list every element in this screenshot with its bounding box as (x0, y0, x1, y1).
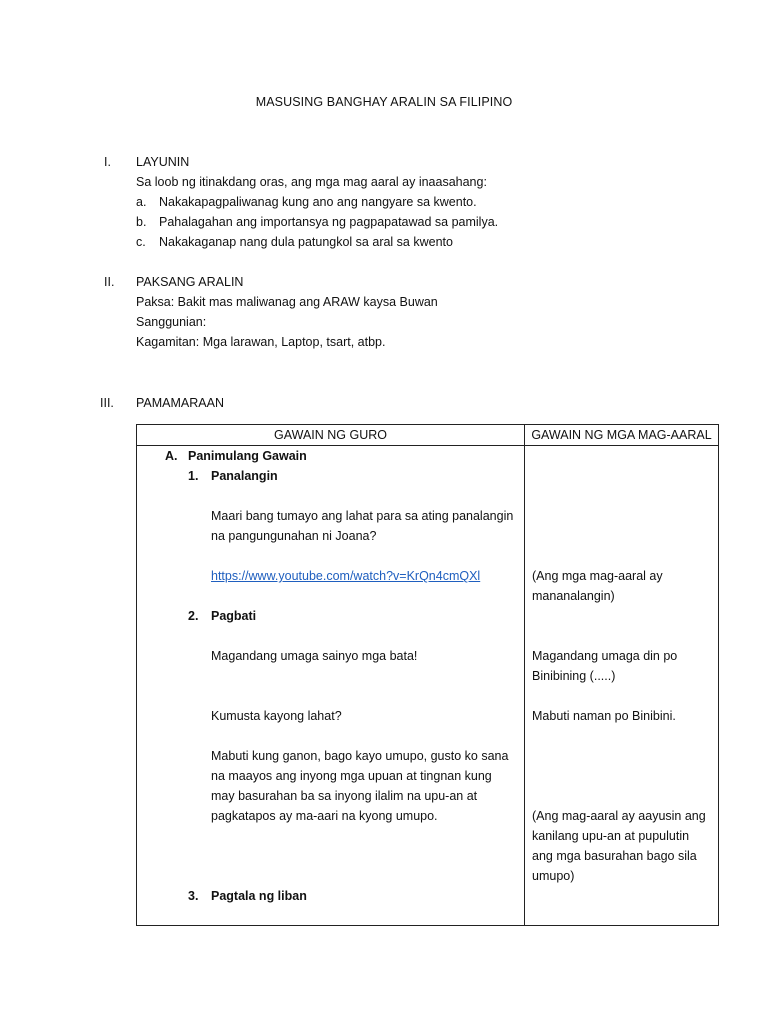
magaaral-cell (525, 446, 719, 926)
prayer-line-2: na pangungunahan ni Joana? (211, 529, 377, 543)
kumusta-response: Mabuti naman po Binibini. (532, 709, 676, 723)
section-heading-pamamaraan: PAMAMARAAN (136, 396, 224, 410)
greeting-response-line-1: Magandang umaga din po (532, 649, 678, 663)
prayer-video-link[interactable]: https://www.youtube.com/watch?v=KrQn4cmQXl (211, 569, 481, 583)
kumusta-text: Kumusta kayong lahat? (211, 709, 342, 723)
instruction-response-line-2: kanilang upu-an at pupulutin (532, 829, 690, 843)
step-marker-1: 1. (188, 469, 199, 483)
guro-cell (137, 446, 525, 926)
objective-item-c: Nakakaganap nang dula patungkol sa aral sa kwento (159, 235, 453, 249)
step-title-pagbati: Pagbati (211, 609, 257, 623)
prayer-response-line-1: (Ang mga mag-aaral ay (532, 569, 663, 583)
instruction-line-2: na maayos ang inyong mga upuan at tingnan kung (211, 769, 492, 783)
instruction-response-line-1: (Ang mag-aaral ay aayusin ang (532, 809, 706, 823)
objective-item-a: Nakakapagpaliwanag kung ano ang nangyare sa kwento. (159, 195, 477, 209)
column-header-magaaral: GAWAIN NG MGA MAG-AARAL (525, 425, 719, 446)
section-marker-a: A. (165, 449, 178, 463)
objective-marker-a: a. (136, 195, 147, 209)
greeting-response-line-2: Binibining (.....) (532, 669, 616, 683)
objective-marker-c: c. (136, 235, 146, 249)
greeting-text: Magandang umaga sainyo mga bata! (211, 649, 418, 663)
step-title-panalangin: Panalangin (211, 469, 278, 483)
paksa-topic: Paksa: Bakit mas maliwanag ang ARAW kaysa Buwan (136, 295, 438, 309)
section-number-2: II. (104, 275, 115, 289)
layunin-intro: Sa loob ng itinakdang oras, ang mga mag aaral ay inaasahang: (136, 175, 487, 189)
objective-item-b: Pahalagahan ang importansya ng pagpapatawad sa pamilya. (159, 215, 499, 229)
step-marker-2: 2. (188, 609, 199, 623)
paksa-reference: Sanggunian: (136, 315, 207, 329)
section-number-3: III. (100, 396, 114, 410)
objective-marker-b: b. (136, 215, 147, 229)
column-header-guro: GAWAIN NG GURO (137, 425, 525, 446)
step-title-pagtala: Pagtala ng liban (211, 889, 307, 903)
instruction-line-3: may basurahan ba sa inyong ilalim na upu-an at (211, 789, 478, 803)
instruction-response-line-4: umupo) (532, 869, 575, 883)
paksa-materials: Kagamitan: Mga larawan, Laptop, tsart, atbp. (136, 335, 386, 349)
document-title: MASUSING BANGHAY ARALIN SA FILIPINO (255, 95, 513, 109)
section-title-panimula: Panimulang Gawain (188, 449, 307, 463)
step-marker-3: 3. (188, 889, 199, 903)
section-heading-layunin: LAYUNIN (136, 155, 190, 169)
prayer-line-1: Maari bang tumayo ang lahat para sa ating panalangin (211, 509, 514, 523)
instruction-line-1: Mabuti kung ganon, bago kayo umupo, gusto ko sana (211, 749, 509, 763)
prayer-response-line-2: mananalangin) (532, 589, 615, 603)
instruction-response-line-3: ang mga basurahan bago sila (532, 849, 697, 863)
section-number-1: I. (104, 155, 111, 169)
section-heading-paksa: PAKSANG ARALIN (136, 275, 244, 289)
lesson-table (136, 424, 719, 926)
instruction-line-4: pagkatapos ay ma-aari na kyong umupo. (211, 809, 438, 823)
